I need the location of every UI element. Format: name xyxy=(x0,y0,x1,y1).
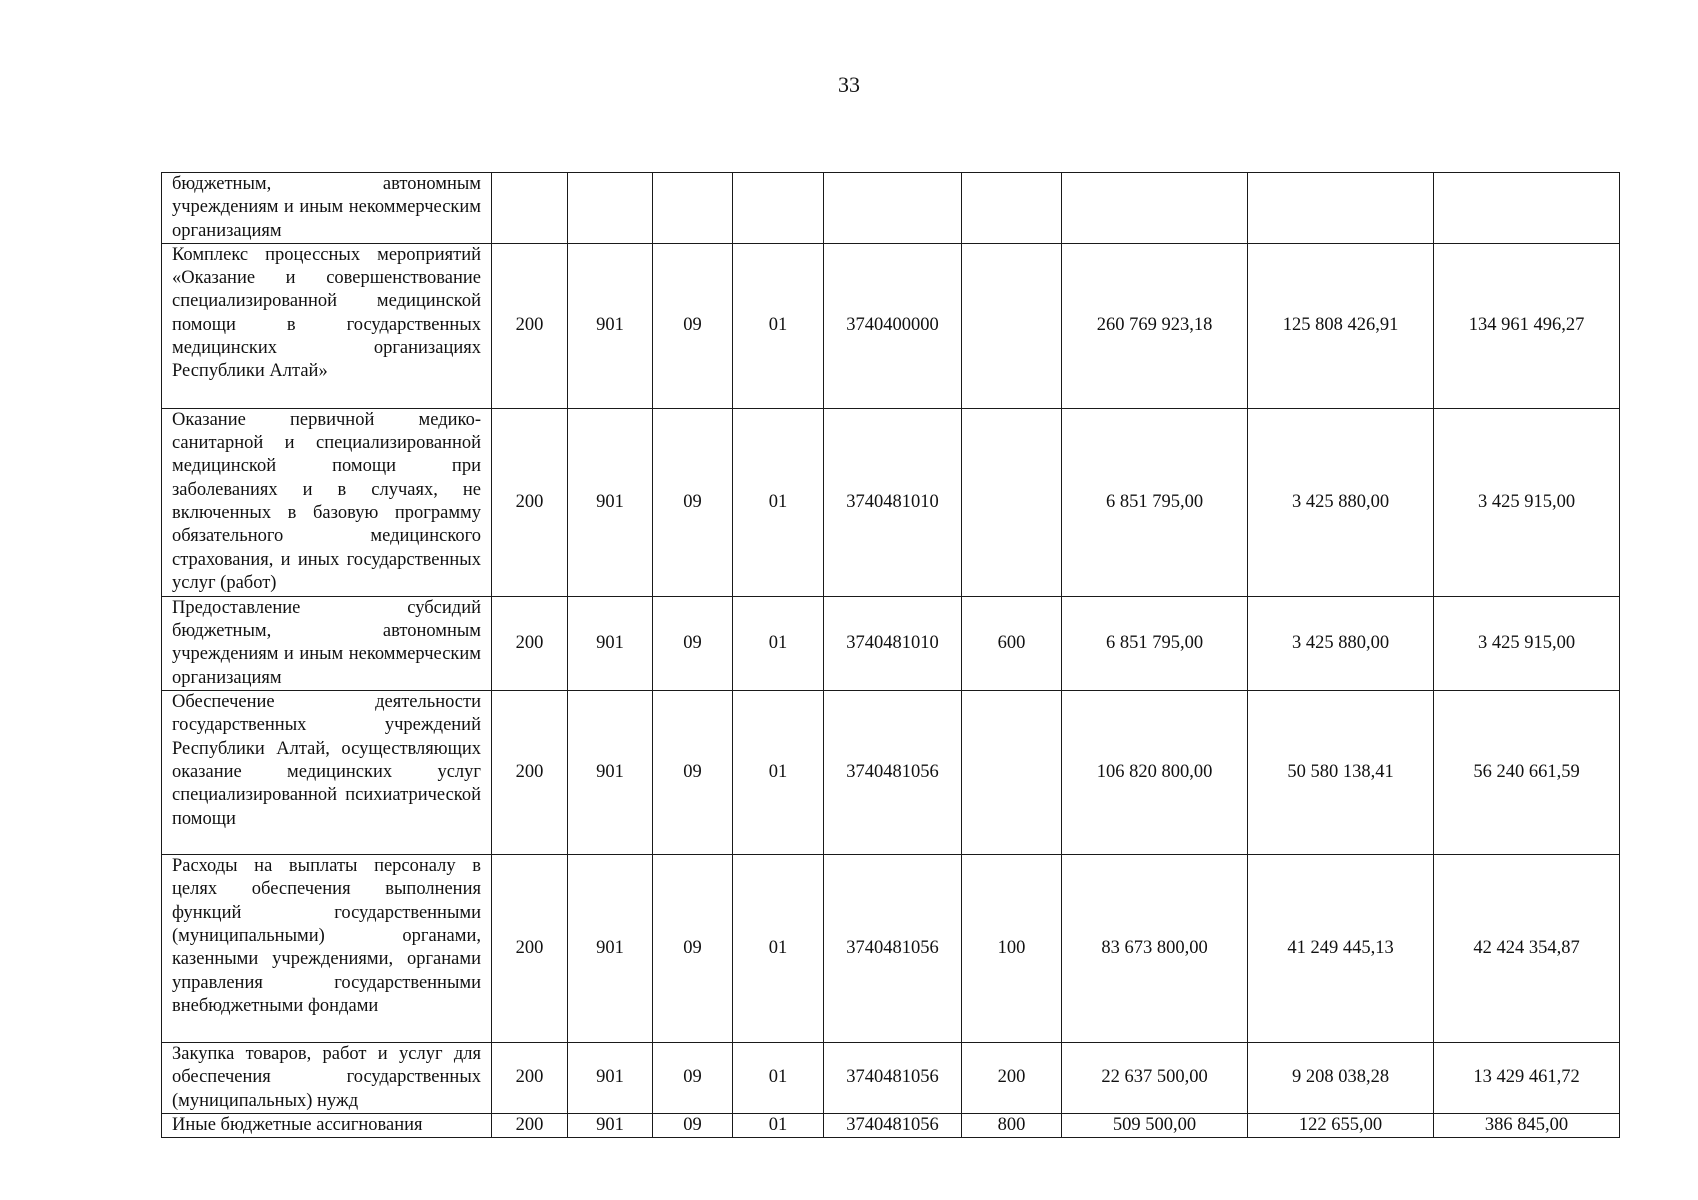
code-cell xyxy=(492,173,568,244)
total-cell: 260 769 923,18 xyxy=(1062,243,1248,408)
amount1-cell: 3 425 880,00 xyxy=(1248,596,1434,690)
section-cell: 09 xyxy=(653,408,733,596)
amount2-cell: 13 429 461,72 xyxy=(1434,1043,1620,1114)
subsection-cell xyxy=(733,173,824,244)
row-name-cell xyxy=(162,408,492,596)
amount1-cell: 125 808 426,91 xyxy=(1248,243,1434,408)
type-cell xyxy=(962,408,1062,596)
target-cell: 3740481056 xyxy=(824,855,962,1043)
table-row xyxy=(162,596,1620,690)
table-row xyxy=(162,1043,1620,1114)
subsection-cell: 01 xyxy=(733,596,824,690)
amount1-cell: 3 425 880,00 xyxy=(1248,408,1434,596)
row-name: бюджетным, автономным учреждениям и иным некоммерческим организациям xyxy=(172,174,481,241)
subsection-cell: 01 xyxy=(733,855,824,1043)
total-cell: 22 637 500,00 xyxy=(1062,1043,1248,1114)
subsection-cell: 01 xyxy=(733,691,824,855)
type-cell: 100 xyxy=(962,855,1062,1043)
admin-cell: 901 xyxy=(568,1114,653,1138)
row-name: Иные бюджетные ассигнования xyxy=(172,1115,423,1136)
code-cell: 200 xyxy=(492,1043,568,1114)
table-row xyxy=(162,1114,1620,1138)
row-name-cell xyxy=(162,1043,492,1114)
amount2-cell: 3 425 915,00 xyxy=(1434,408,1620,596)
type-cell: 600 xyxy=(962,596,1062,690)
section-cell: 09 xyxy=(653,691,733,855)
target-cell xyxy=(824,173,962,244)
table-row xyxy=(162,691,1620,855)
section-cell xyxy=(653,173,733,244)
amount1-cell: 41 249 445,13 xyxy=(1248,855,1434,1043)
admin-cell: 901 xyxy=(568,596,653,690)
row-name-cell xyxy=(162,855,492,1043)
total-cell: 106 820 800,00 xyxy=(1062,691,1248,855)
target-cell: 3740481056 xyxy=(824,1043,962,1114)
row-name: Комплекс процессных мероприятий «Оказание и совершенствование специализированной медицинской помощи в государственных медицинских организациях Республики Алтай» xyxy=(172,244,481,382)
admin-cell: 901 xyxy=(568,408,653,596)
row-name: Предоставление субсидий бюджетным, автономным учреждениям и иным некоммерческим организациям xyxy=(172,597,481,688)
subsection-cell: 01 xyxy=(733,1043,824,1114)
total-cell: 6 851 795,00 xyxy=(1062,596,1248,690)
admin-cell: 901 xyxy=(568,1043,653,1114)
row-name-cell xyxy=(162,1114,492,1138)
table-row xyxy=(162,408,1620,596)
total-cell: 6 851 795,00 xyxy=(1062,408,1248,596)
amount1-cell: 50 580 138,41 xyxy=(1248,691,1434,855)
target-cell: 3740481010 xyxy=(824,408,962,596)
admin-cell: 901 xyxy=(568,855,653,1043)
section-cell: 09 xyxy=(653,1043,733,1114)
section-cell: 09 xyxy=(653,596,733,690)
code-cell: 200 xyxy=(492,408,568,596)
row-name: Расходы на выплаты персоналу в целях обеспечения выполнения функций государственными (муниципальными) органами, казенными учреждениями, органами управления государственными внебюджетными фондами xyxy=(172,856,481,1016)
target-cell: 3740481010 xyxy=(824,596,962,690)
row-name-cell xyxy=(162,173,492,244)
code-cell: 200 xyxy=(492,596,568,690)
budget-table xyxy=(161,172,1620,1138)
row-name-cell xyxy=(162,596,492,690)
subsection-cell: 01 xyxy=(733,1114,824,1138)
amount2-cell: 3 425 915,00 xyxy=(1434,596,1620,690)
amount2-cell: 42 424 354,87 xyxy=(1434,855,1620,1043)
row-name: Закупка товаров, работ и услуг для обеспечения государственных (муниципальных) нужд xyxy=(172,1044,481,1111)
table-row xyxy=(162,855,1620,1043)
total-cell: 83 673 800,00 xyxy=(1062,855,1248,1043)
admin-cell: 901 xyxy=(568,691,653,855)
row-name-cell xyxy=(162,243,492,408)
type-cell xyxy=(962,173,1062,244)
amount2-cell: 134 961 496,27 xyxy=(1434,243,1620,408)
code-cell: 200 xyxy=(492,855,568,1043)
total-cell xyxy=(1062,173,1248,244)
section-cell: 09 xyxy=(653,855,733,1043)
amount2-cell: 56 240 661,59 xyxy=(1434,691,1620,855)
amount2-cell: 386 845,00 xyxy=(1434,1114,1620,1138)
section-cell: 09 xyxy=(653,243,733,408)
subsection-cell: 01 xyxy=(733,408,824,596)
subsection-cell: 01 xyxy=(733,243,824,408)
target-cell: 3740400000 xyxy=(824,243,962,408)
row-name-cell xyxy=(162,691,492,855)
total-cell: 509 500,00 xyxy=(1062,1114,1248,1138)
code-cell: 200 xyxy=(492,1114,568,1138)
admin-cell xyxy=(568,173,653,244)
amount1-cell xyxy=(1248,173,1434,244)
section-cell: 09 xyxy=(653,1114,733,1138)
admin-cell: 901 xyxy=(568,243,653,408)
amount2-cell xyxy=(1434,173,1620,244)
target-cell: 3740481056 xyxy=(824,691,962,855)
amount1-cell: 122 655,00 xyxy=(1248,1114,1434,1138)
table-row xyxy=(162,173,1620,244)
type-cell: 800 xyxy=(962,1114,1062,1138)
table-row xyxy=(162,243,1620,408)
type-cell: 200 xyxy=(962,1043,1062,1114)
code-cell: 200 xyxy=(492,243,568,408)
amount1-cell: 9 208 038,28 xyxy=(1248,1043,1434,1114)
code-cell: 200 xyxy=(492,691,568,855)
row-name: Обеспечение деятельности государственных учреждений Республики Алтай, осуществляющих оказание медицинских услуг специализированной психиатрической помощи xyxy=(172,692,481,829)
type-cell xyxy=(962,691,1062,855)
row-name: Оказание первичной медико-санитарной и специализированной медицинской помощи при заболеваниях и в случаях, не включенных в базовую программу обязательного медицинского страхования, и иных государственных услуг (работ) xyxy=(172,409,481,593)
type-cell xyxy=(962,243,1062,408)
target-cell: 3740481056 xyxy=(824,1114,962,1138)
page-number: 33 xyxy=(838,72,860,97)
